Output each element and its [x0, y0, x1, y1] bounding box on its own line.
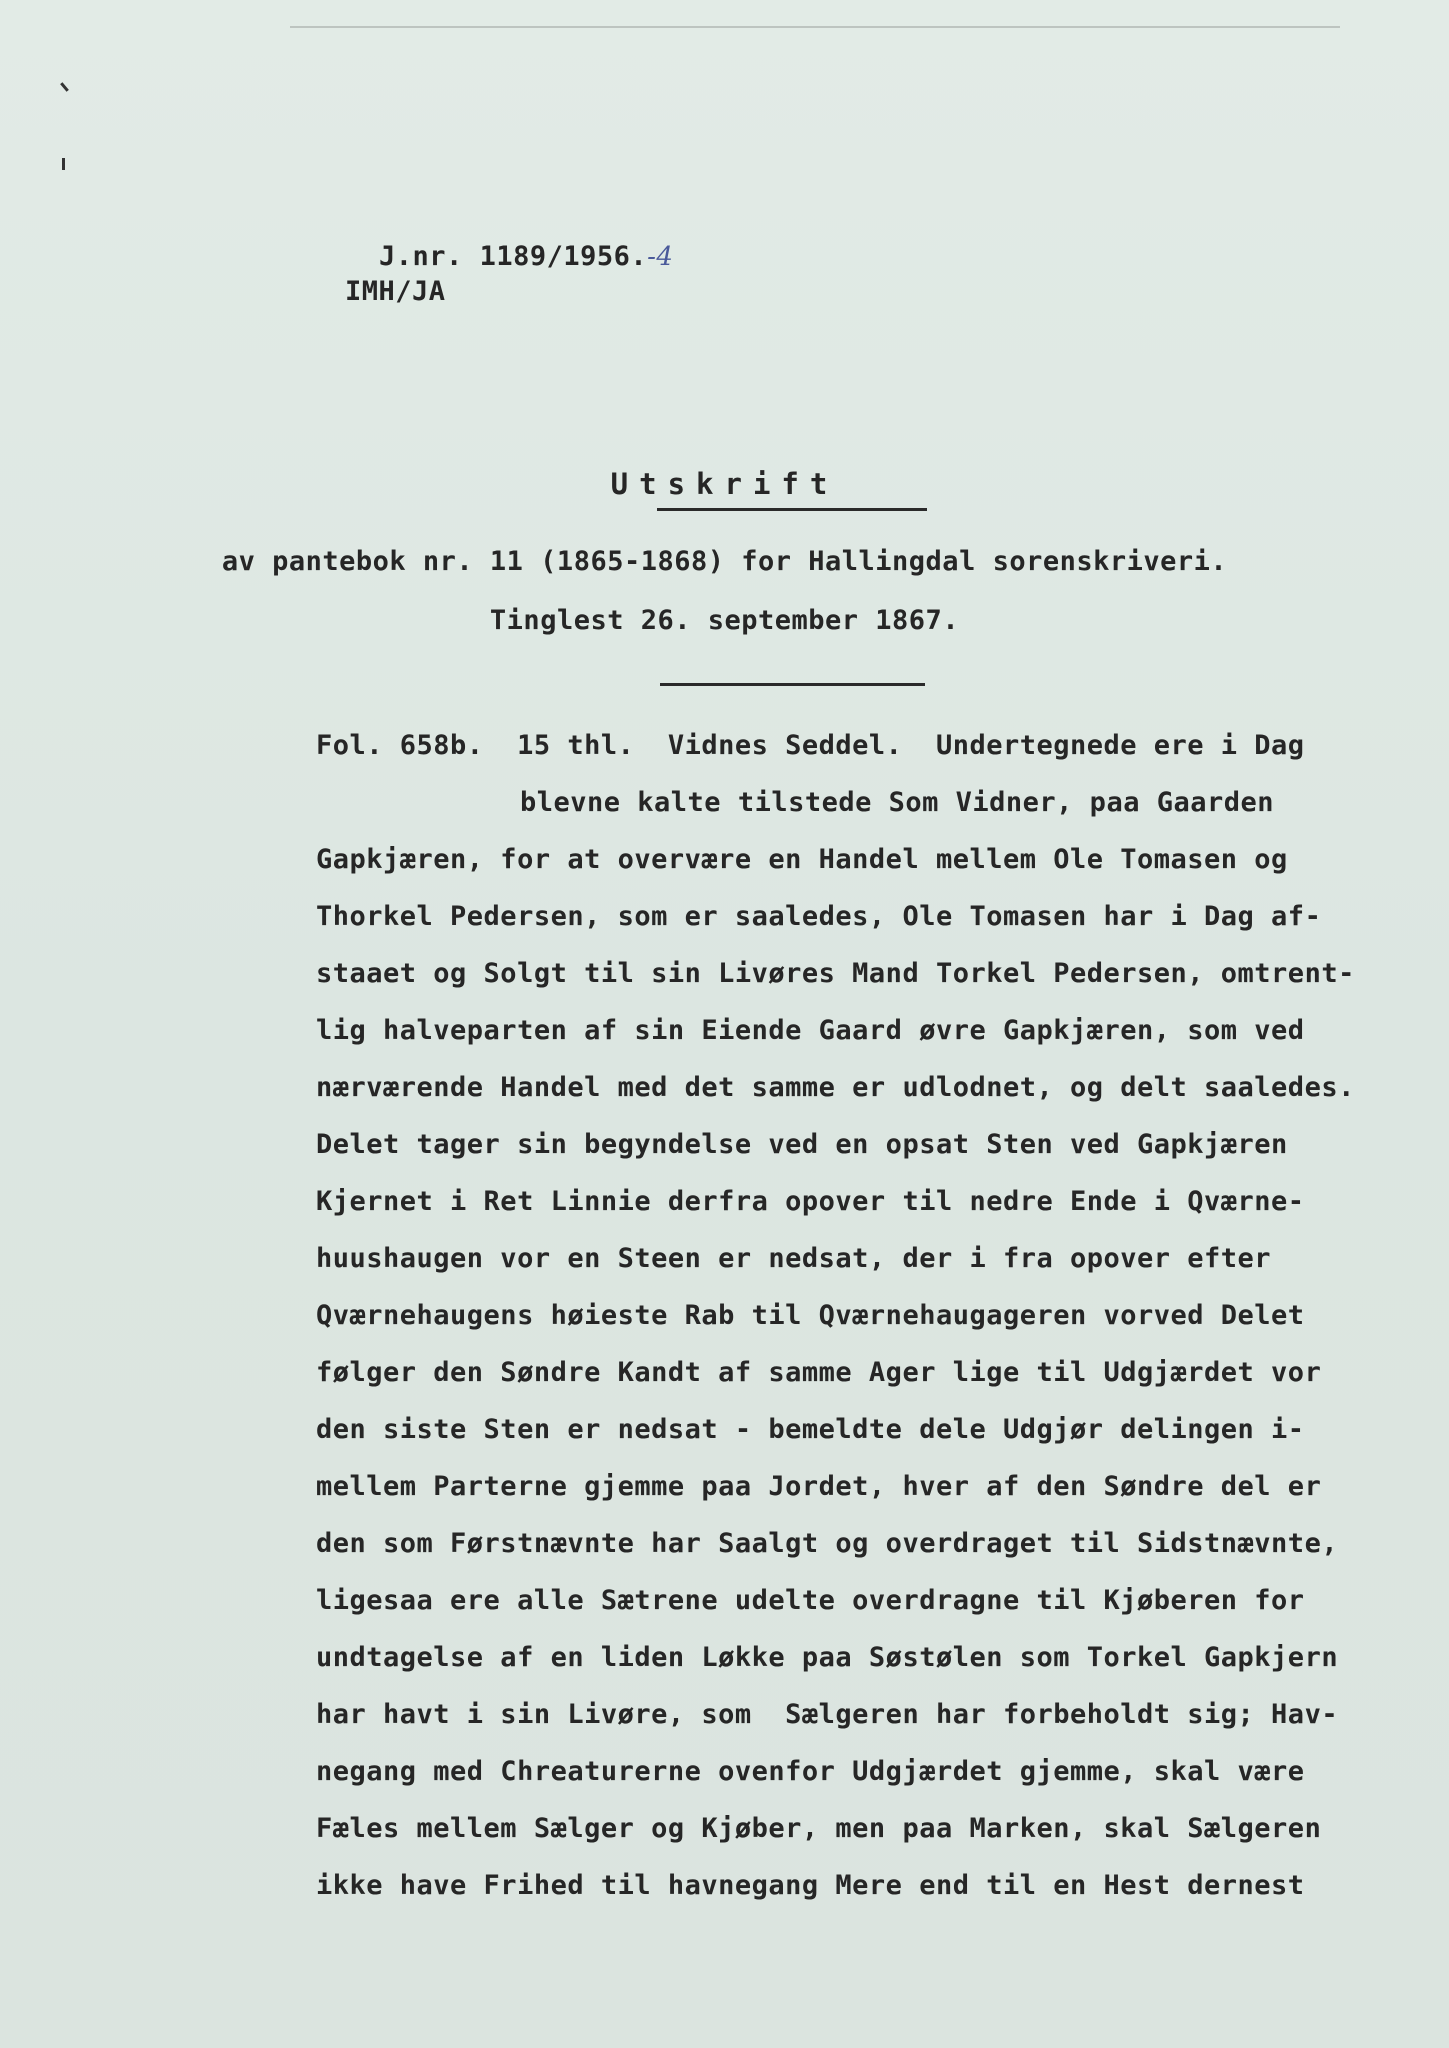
body-line: følger den Søndre Kandt af samme Ager lige til Udgjærdet vor — [316, 1357, 1322, 1388]
body-line: den som Førstnævnte har Saalgt og overdraget til Sidstnævnte, — [316, 1528, 1339, 1559]
body-line: undtagelse af en liden Løkke paa Søstølen som Torkel Gapkjern — [316, 1642, 1339, 1673]
page-top-edge — [290, 26, 1340, 28]
document-title: Utskrift — [610, 467, 839, 501]
margin-mark — [62, 158, 65, 170]
body-line: nærværende Handel med det samme er udlodnet, og delt saaledes. — [316, 1072, 1355, 1103]
margin-mark — [60, 82, 69, 92]
handwritten-annotation: -4 — [647, 242, 674, 272]
body-line: Fæles mellem Sælger og Kjøber, men paa Marken, skal Sælgeren — [316, 1813, 1322, 1844]
body-line: negang med Chreaturerne ovenfor Udgjærdet gjemme, skal være — [316, 1756, 1305, 1787]
body-line: ligesaa ere alle Sætrene udelte overdragne til Kjøberen for — [316, 1585, 1305, 1616]
body-line: Fol. 658b. 15 thl. Vidnes Seddel. Undertegnede ere i Dag — [316, 730, 1305, 761]
body-line: Qværnehaugens høieste Rab til Qværnehaugageren vorved Delet — [316, 1300, 1305, 1331]
initials: IMH/JA — [345, 276, 446, 307]
body-line: mellem Parterne gjemme paa Jordet, hver af den Søndre del er — [316, 1471, 1322, 1502]
body-line: ikke have Frihed til havnegang Mere end til en Hest dernest — [316, 1870, 1305, 1901]
body-line: den siste Sten er nedsat - bemeldte dele Udgjør delingen i- — [316, 1414, 1305, 1445]
body-line: Thorkel Pedersen, som er saaledes, Ole Tomasen har i Dag af- — [316, 901, 1322, 932]
title-underline — [657, 508, 927, 511]
body-line: har havt i sin Livøre, som Sælgeren har forbeholdt sig; Hav- — [316, 1699, 1339, 1730]
section-divider — [660, 683, 925, 686]
subtitle-line-2: Tinglest 26. september 1867. — [489, 605, 960, 636]
body-line: lig halveparten af sin Eiende Gaard øvre Gapkjæren, som ved — [316, 1015, 1305, 1046]
body-line: Kjernet i Ret Linnie derfra opover til nedre Ende i Qværne- — [316, 1186, 1305, 1217]
body-line: blevne kalte tilstede Som Vidner, paa Gaarden — [520, 787, 1274, 818]
body-line: Delet tager sin begyndelse ved en opsat Sten ved Gapkjæren — [316, 1129, 1288, 1160]
body-line: staaet og Solgt til sin Livøres Mand Torkel Pedersen, omtrent- — [316, 958, 1355, 989]
journal-number-text: J.nr. 1189/1956. — [379, 241, 648, 272]
body-line: Gapkjæren, for at overvære en Handel mellem Ole Tomasen og — [316, 844, 1288, 875]
body-line: huushaugen vor en Steen er nedsat, der i fra opover efter — [316, 1243, 1272, 1274]
subtitle-line-1: av pantebok nr. 11 (1865-1868) for Hallingdal sorenskriveri. — [221, 546, 1228, 577]
